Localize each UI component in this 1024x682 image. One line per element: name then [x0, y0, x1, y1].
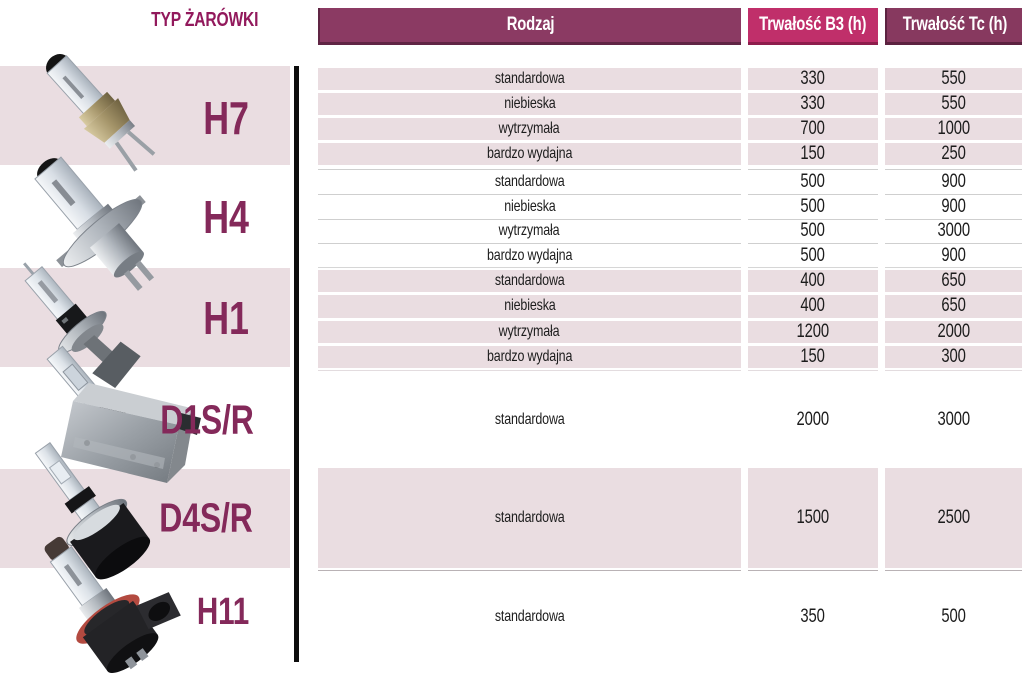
cell-b3: 700 [748, 118, 878, 140]
cell-b3: 350 [748, 570, 878, 662]
cell-rodzaj: niebieska [318, 295, 741, 317]
table-section-d1sr [318, 370, 1022, 468]
table-section-h4 [318, 169, 1022, 268]
column-header-rodzaj: Rodzaj [318, 8, 741, 45]
cell-tc: 3000 [885, 370, 1022, 468]
cell-rodzaj: bardzo wydajna [318, 346, 741, 368]
cell-rodzaj: wytrzymała [318, 219, 741, 244]
h11-bulb-image [10, 520, 200, 682]
cell-b3: 330 [748, 93, 878, 115]
cell-b3: 330 [748, 68, 878, 90]
cell-rodzaj: standardowa [318, 570, 741, 662]
cell-rodzaj: standardowa [318, 169, 741, 194]
cell-b3: 1500 [748, 468, 878, 568]
cell-rodzaj: bardzo wydajna [318, 243, 741, 268]
cell-b3: 2000 [748, 370, 878, 468]
cell-rodzaj: standardowa [318, 270, 741, 292]
cell-b3: 150 [748, 346, 878, 368]
bulb-label-h11: H11 [196, 591, 250, 633]
cell-b3: 150 [748, 143, 878, 165]
bulb-label-h7: H7 [203, 92, 249, 144]
cell-b3: 400 [748, 270, 878, 292]
column-header-trwalosc-tc: Trwałość Tc (h) [885, 8, 1022, 45]
vertical-divider [294, 66, 299, 662]
cell-b3: 500 [748, 243, 878, 268]
cell-tc: 3000 [885, 219, 1022, 244]
cell-b3: 500 [748, 169, 878, 194]
cell-tc: 900 [885, 194, 1022, 219]
cell-tc: 650 [885, 295, 1022, 317]
cell-rodzaj: bardzo wydajna [318, 143, 741, 165]
bulb-label-d1sr: D1S/R [160, 396, 254, 443]
cell-tc: 500 [885, 570, 1022, 662]
page-title: TYP ŻARÓWKI [151, 9, 259, 31]
cell-tc: 900 [885, 243, 1022, 268]
cell-rodzaj: niebieska [318, 93, 741, 115]
table-section-h1 [318, 270, 1022, 368]
cell-b3: 400 [748, 295, 878, 317]
cell-rodzaj: standardowa [318, 468, 741, 568]
table-section-h7 [318, 68, 1022, 165]
cell-b3: 1200 [748, 321, 878, 343]
column-header-trwalosc-b3: Trwałość B3 (h) [748, 8, 878, 45]
cell-rodzaj: wytrzymała [318, 118, 741, 140]
cell-rodzaj: wytrzymała [318, 321, 741, 343]
cell-tc: 2500 [885, 468, 1022, 568]
cell-tc: 1000 [885, 118, 1022, 140]
table-section-h11 [318, 570, 1022, 662]
table-section-d4sr [318, 468, 1022, 568]
cell-tc: 250 [885, 143, 1022, 165]
cell-rodzaj: niebieska [318, 194, 741, 219]
cell-tc: 650 [885, 270, 1022, 292]
cell-rodzaj: standardowa [318, 68, 741, 90]
bulb-label-d4sr: D4S/R [159, 494, 253, 541]
cell-tc: 300 [885, 346, 1022, 368]
bulb-label-h1: H1 [203, 292, 249, 344]
cell-tc: 550 [885, 68, 1022, 90]
cell-rodzaj: standardowa [318, 370, 741, 468]
cell-tc: 2000 [885, 321, 1022, 343]
cell-b3: 500 [748, 194, 878, 219]
cell-b3: 500 [748, 219, 878, 244]
cell-tc: 900 [885, 169, 1022, 194]
bulb-label-h4: H4 [203, 191, 249, 243]
cell-tc: 550 [885, 93, 1022, 115]
